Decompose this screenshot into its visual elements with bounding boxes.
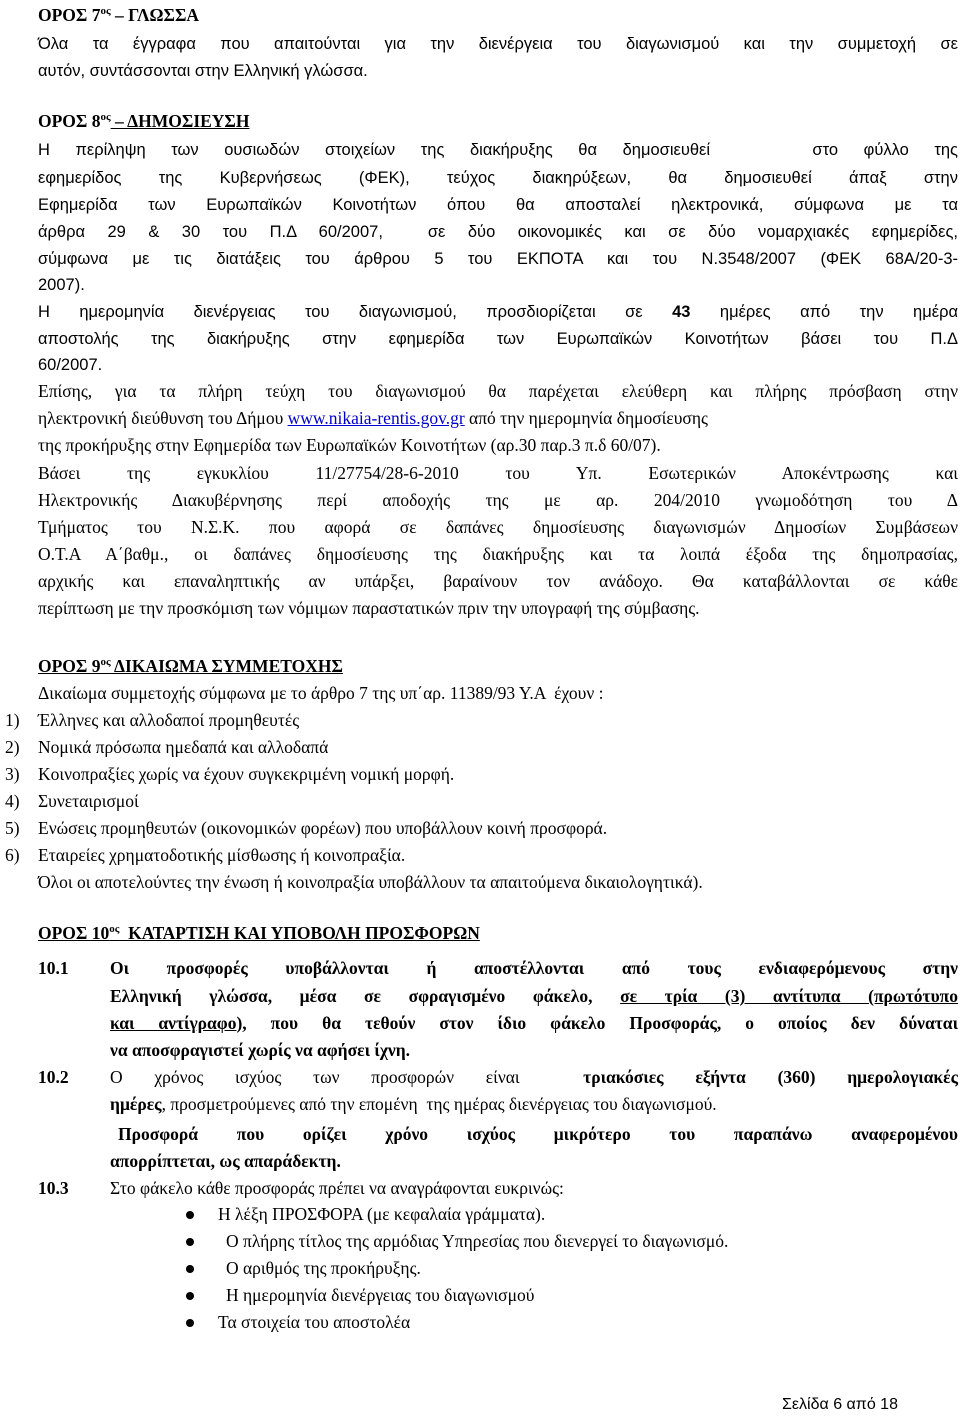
term8-p1-line: 2007). — [38, 276, 85, 294]
term8-p1-line: άρθρα 29 & 30 του Π.Δ 60/2007, σε δύο οικονομικές και σε δύο νομαρχιακές εφημερίδες, — [38, 223, 958, 241]
term8-p2-line: 60/2007. — [38, 356, 103, 374]
list-item-number: 3) — [5, 764, 20, 784]
section-10-1-line: Ελληνική γλώσσα, μέσα σε σφραγισμένο φάκελο, σε τρία (3) αντίτυπα (πρωτότυπο — [110, 986, 959, 1006]
term8-p1-line: Η περίληψη των ουσιωδών στοιχείων της διακήρυξης θα δημοσιευθεί στο φύλλο της — [38, 141, 958, 159]
term8-p4-line: Ηλεκτρονικής Διακυβέρνησης περί αποδοχής της με αρ. 204/2010 γνωμοδότηση του Δ — [38, 490, 958, 510]
section-10-2-line: απορρίπτεται, ως απαράδεκτη. — [110, 1151, 341, 1171]
term8-p3-line: της προκήρυξης στην Εφημερίδα των Ευρωπαϊκών Κοινοτήτων (αρ.30 παρ.3 π.δ 60/07). — [38, 435, 661, 455]
term10-heading: ΟΡΟΣ $10^{o\varsigma}$ ΚΑΤΑΡΤΙΣΗ ΚΑΙ ΥΠΟΒΟΛΗ ΠΡΟΣΦΟΡΩΝ — [38, 923, 480, 943]
term7-line: αυτόν, συντάσσονται στην Ελληνική γλώσσα. — [38, 62, 368, 80]
website-link[interactable]: www.nikaia-rentis.gov.gr — [287, 408, 465, 428]
term8-heading: ΟΡΟΣ $8^{o\varsigma}$ – ΔΗΜΟΣΙΕΥΣΗ — [38, 111, 250, 131]
term9-intro: Δικαίωμα συμμετοχής σύμφωνα με το άρθρο 7 της υπ΄αρ. 11389/93 Υ.Α έχουν : — [38, 683, 604, 703]
bullet-item: Τα στοιχεία του αποστολέα — [218, 1312, 411, 1332]
bullet-icon — [186, 1211, 194, 1219]
term8-p4-line: περίπτωση με την προσκόμιση των νόμιμων παραστατικών πριν την υπογραφή της σύμβασης. — [38, 598, 700, 618]
list-item-number: 4) — [5, 791, 20, 811]
term8-p2-line: αποστολής της διακήρυξης στην εφημερίδα των Ευρωπαϊκών Κοινοτήτων βάσει του Π.Δ — [38, 330, 958, 348]
term8-p1-line: Εφημερίδα των Ευρωπαϊκών Κοινοτήτων όπου θα αποσταλεί ηλεκτρονικά, σύμφωνα με τα — [38, 196, 958, 214]
bullet-item: Η ημερομηνία διενέργειας του διαγωνισμού — [226, 1285, 535, 1305]
bullet-icon — [186, 1292, 194, 1300]
list-item: Κοινοπραξίες χωρίς να έχουν συγκεκριμένη νομική μορφή. — [38, 764, 455, 784]
list-item-number: 6) — [5, 845, 20, 865]
bullet-icon — [186, 1319, 194, 1327]
bullet-icon — [186, 1265, 194, 1273]
term7-heading: ΟΡΟΣ $7^{o\varsigma}$ – ΓΛΩΣΣΑ — [38, 5, 200, 25]
bullet-item: Η λέξη ΠΡΟΣΦΟΡΑ (με κεφαλαία γράμματα). — [218, 1204, 546, 1224]
term7-line: Όλα τα έγγραφα που απαιτούνται για την διενέργεια του διαγωνισμού και την συμμετοχή σε — [38, 35, 958, 53]
term8-p4-line: Τμήματος του Ν.Σ.Κ. που αφορά σε δαπάνες δημοσίευσης διαγωνισμών Δημοσίων Συμβάσεων — [38, 517, 958, 537]
list-item: Εταιρείες χρηματοδοτικής μίσθωσης ή κοινοπραξία. — [38, 845, 406, 865]
section-number: 10.2 — [38, 1067, 69, 1087]
term8-p4-line: Ο.Τ.Α Α΄βαθμ., οι δαπάνες δημοσίευσης της διακήρυξης και τα λοιπά έξοδα της δημοπρασίας, — [38, 544, 958, 564]
section-10-1-line: και αντίγραφο), που θα τεθούν στον ίδιο φάκελο Προσφοράς, ο οποίος δεν δύναται — [110, 1013, 958, 1033]
bullet-icon — [186, 1238, 194, 1246]
term8-p4-line: αρχικής και επαναληπτικής αν υπάρξει, βαραίνουν τον ανάδοχο. Θα καταβάλλονται σε κάθε — [38, 571, 958, 591]
list-item: Νομικά πρόσωπα ημεδαπά και αλλοδαπά — [38, 737, 329, 757]
term8-p1-line: σύμφωνα με τις διατάξεις του άρθρου 5 του ΕΚΠΟΤΑ και του Ν.3548/2007 (ΦΕΚ 68Α/20-3- — [38, 250, 958, 268]
list-item: Ενώσεις προμηθευτών (οικονομικών φορέων) που υποβάλλουν κοινή προσφορά. — [38, 818, 608, 838]
term8-p4-line: Βάσει της εγκυκλίου 11/27754/28-6-2010 του Υπ. Εσωτερικών Αποκέντρωσης και — [38, 463, 958, 483]
list-item-number: 2) — [5, 737, 20, 757]
section-number: 10.1 — [38, 958, 69, 978]
section-10-2-line: Προσφορά που ορίζει χρόνο ισχύος μικρότερο του παραπάνω αναφερομένου — [118, 1124, 958, 1144]
term8-p3-line: ηλεκτρονική διεύθυνση του Δήμου www.nikaia-rentis.gov.gr από την ημερομηνία δημοσίευσης — [38, 408, 708, 428]
term9-heading: ΟΡΟΣ $9^{o\varsigma}$ ΔΙΚΑΙΩΜΑ ΣΥΜΜΕΤΟΧΗΣ — [38, 656, 343, 676]
term8-p3-line: Επίσης, για τα πλήρη τεύχη του διαγωνισμού θα παρέχεται ελεύθερη και πλήρης πρόσβαση στην — [38, 381, 958, 401]
section-10-3-intro: Στο φάκελο κάθε προσφοράς πρέπει να αναγράφονται ευκρινώς: — [110, 1178, 564, 1198]
list-item-number: 5) — [5, 818, 20, 838]
page-number-footer: Σελίδα 6 από 18 — [782, 1396, 898, 1413]
section-10-1-line: να αποσφραγιστεί χωρίς να αφήσει ίχνη. — [110, 1040, 411, 1060]
bullet-item: Ο πλήρης τίτλος της αρμόδιας Υπηρεσίας που διενεργεί το διαγωνισμό. — [226, 1231, 729, 1251]
section-10-2-line: ημέρες, προσμετρούμενες από την επομένη της ημέρας διενέργειας του διαγωνισμού. — [110, 1094, 717, 1114]
section-10-2-line: Ο χρόνος ισχύος των προσφορών είναι τριακόσιες εξήντα (360) ημερολογιακές — [110, 1067, 958, 1087]
section-10-1-line: Οι προσφορές υποβάλλονται ή αποστέλλονται από τους ενδιαφερόμενους στην — [110, 958, 958, 978]
section-number: 10.3 — [38, 1178, 69, 1198]
bullet-item: Ο αριθμός της προκήρυξης. — [226, 1258, 421, 1278]
term8-p1-line: εφημερίδος της Κυβερνήσεως (ΦΕΚ), τεύχος διακηρύξεων, θα δημοσιευθεί άπαξ στην — [38, 169, 958, 187]
list-item: Συνεταιρισμοί — [38, 791, 139, 811]
term9-closing: Όλοι οι αποτελούντες την ένωση ή κοινοπραξία υποβάλλουν τα απαιτούμενα δικαιολογητικά). — [38, 872, 703, 892]
list-item: Έλληνες και αλλοδαποί προμηθευτές — [38, 710, 300, 730]
term8-p2-line: Η ημερομηνία διενέργειας του διαγωνισμού, προσδιορίζεται σε 43 ημέρες από την ημέρα — [38, 303, 958, 321]
list-item-number: 1) — [5, 710, 20, 730]
